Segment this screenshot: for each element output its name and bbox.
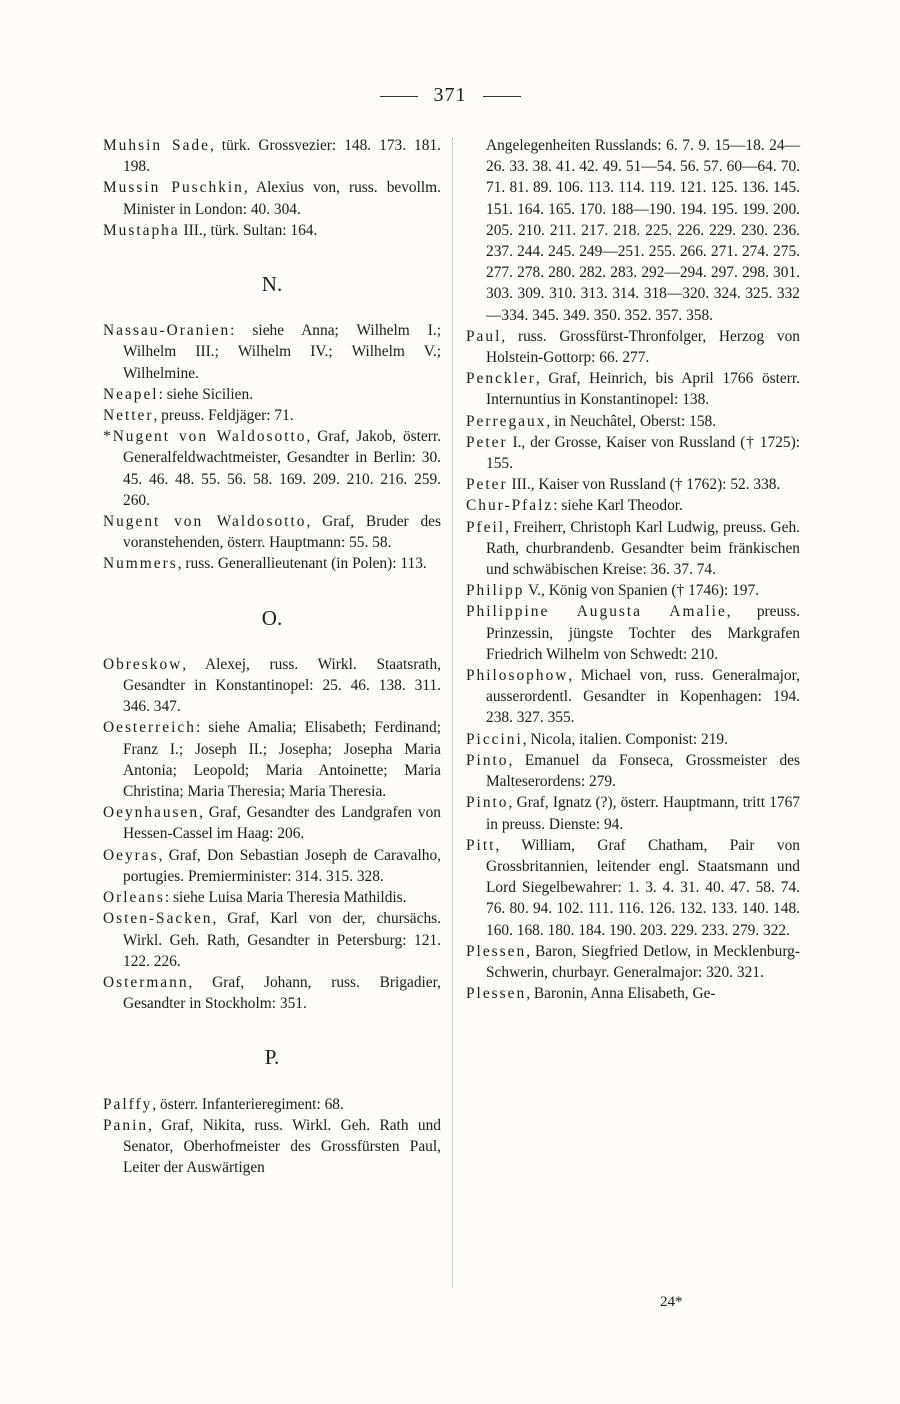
page-header — [0, 84, 900, 107]
entry-headword: Piccini — [466, 730, 523, 748]
index-entry — [466, 835, 800, 941]
entry-text: , William, Graf Chatham, Pair von Grossbritannien, leitender engl. Staatsmann und Lord Siegelbewahrer: 1. 3. 4. 31. 40. 47. 58. 74. 76. 80. 94. 102. 111. 116. 126. 132. 133. 140. 148. 160. 168. 180. 184. 190. 203. 229. 233. 279. 322. — [486, 836, 800, 939]
index-entry — [103, 717, 441, 802]
entry-text: , Baronin, Anna Elisabeth, Ge- — [526, 985, 716, 1003]
entry-headword: Plessen — [466, 942, 527, 960]
index-entry — [466, 792, 800, 834]
entry-text: , Alexius von, russ. bevollm. Minister in London: 40. 304. — [123, 179, 441, 218]
header-rule-right — [483, 96, 521, 97]
index-entry — [466, 601, 800, 665]
index-entry — [466, 750, 800, 792]
index-entry — [103, 177, 441, 219]
entry-text: , österr. Infanterieregiment: 68. — [152, 1095, 344, 1113]
index-entry — [466, 517, 800, 581]
entry-headword: Muhsin Sade — [103, 137, 210, 154]
index-entry — [466, 432, 800, 474]
index-entry — [103, 320, 441, 384]
entry-headword: Oesterreich — [103, 719, 196, 737]
entry-text: , russ. Grossfürst-Thronfolger, Herzog von Holstein-Gottorp: 66. 277. — [486, 327, 800, 367]
index-entry — [466, 941, 800, 983]
entry-text: , Graf, Heinrich, bis April 1766 österr. Internuntius in Konstantinopel: 138. — [486, 370, 800, 409]
entry-text: : siehe Sicilien. — [158, 385, 254, 403]
entry-text: , Graf, Jakob, österr. Generalfeldwachtmeister, Gesandter in Berlin: 30. 45. 46. 48. 55. 56. 58. 169. 209. 210. 216. 259. 260. — [123, 428, 442, 509]
entry-headword: Penckler — [466, 370, 536, 388]
entry-text: , russ. Generallieutenant (in Polen): 113. — [177, 555, 427, 573]
index-entry — [103, 654, 441, 718]
index-entry — [103, 1094, 441, 1115]
left-column — [103, 135, 441, 1178]
index-entry — [103, 802, 441, 844]
entry-headword: Neapel — [103, 385, 159, 403]
index-entry — [103, 405, 441, 426]
entry-headword: Pfeil — [466, 518, 506, 536]
entry-headword: Ostermann — [103, 973, 189, 991]
entry-text: , Alexej, russ. Wirkl. Staatsrath, Gesandter in Konstantinopel: 25. 46. 138. 311. 346. 347. — [123, 655, 441, 716]
entry-text: : siehe Luisa Maria Theresia Mathildis. — [164, 889, 407, 907]
entry-headword: Oeyras — [103, 846, 159, 864]
entry-text: , Freiherr, Christoph Karl Ludwig, preuss. Geh. Rath, churbrandenb. Gesandter beim fränkischen und schwäbischen Kreise: 36. 37. 74. — [486, 518, 800, 579]
entry-headword: Netter — [103, 407, 154, 425]
entry-headword: Pitt — [466, 836, 496, 854]
entry-headword: Philosophow — [466, 667, 569, 685]
entry-headword: Chur-Pfalz — [466, 497, 554, 515]
entry-headword: Oeynhausen — [103, 804, 200, 822]
section-letter: P. — [264, 1045, 280, 1070]
page-number: 371 — [433, 84, 467, 106]
index-entry — [466, 665, 800, 729]
index-entry — [103, 220, 441, 241]
index-entry — [466, 326, 800, 368]
index-entry — [466, 580, 800, 601]
index-entry — [466, 411, 800, 432]
entry-text: , Graf, Gesandter des Landgrafen von Hessen-Cassel im Haag: 206. — [123, 804, 441, 843]
entry-text: III., türk. Sultan: 164. — [179, 221, 318, 239]
index-entry — [466, 495, 800, 516]
entry-headword: *Nugent von Waldosotto — [103, 428, 307, 446]
section-letter: N. — [261, 272, 283, 297]
header-rule-left — [380, 96, 418, 97]
right-column — [466, 135, 800, 1004]
entry-headword: Paul — [466, 327, 502, 345]
entry-headword: Philipp — [466, 582, 525, 600]
entry-headword: Peter — [466, 476, 508, 494]
index-entry — [103, 511, 441, 553]
entry-text: , Graf, Nikita, russ. Wirkl. Geh. Rath und Senator, Oberhofmeister des Grossfürsten Paul, Leiter der Auswärtigen — [123, 1116, 441, 1177]
entry-headword: Philippine Augusta Amalie — [466, 603, 727, 621]
entry-text: , in Neuchâtel, Oberst: 158. — [546, 412, 717, 430]
entry-headword: Nummers — [103, 555, 178, 573]
entry-text: , Graf, Ignatz (?), österr. Hauptmann, tritt 1767 in preuss. Dienste: 94. — [486, 794, 800, 833]
entry-headword: Plessen — [466, 985, 527, 1003]
entry-headword: Peter — [466, 433, 508, 451]
entry-headword: Panin — [103, 1116, 149, 1134]
entry-text: , Baron, Siegfried Detlow, in Mecklenburg-Schwerin, churbayr. Generalmajor: 320. 321. — [486, 942, 800, 981]
index-entry — [466, 368, 800, 410]
index-entry — [466, 983, 800, 1004]
index-entry — [103, 1115, 441, 1179]
signature-mark: 24* — [660, 1294, 683, 1310]
entry-text: , Michael von, russ. Generalmajor, ausserordentl. Gesandter in Kopenhagen: 194. 238. 327. 355. — [486, 667, 800, 727]
entry-text: I., der Grosse, Kaiser von Russland († 1725): 155. — [486, 433, 800, 473]
entry-text: : siehe Karl Theodor. — [553, 497, 683, 515]
index-entry — [103, 384, 441, 405]
index-entry — [103, 426, 441, 511]
index-entry — [103, 887, 441, 908]
entry-text: , Graf, Karl von der, chursächs. Wirkl. Geh. Rath, Gesandter in Petersburg: 121. 122. 226. — [123, 910, 441, 970]
index-entry — [103, 972, 441, 1014]
entry-text: , preuss. Prinzessin, jüngste Tochter des Markgrafen Friedrich Wilhelm von Schwedt: 210. — [486, 603, 800, 663]
index-entry — [103, 908, 441, 972]
entry-text: , Graf, Johann, russ. Brigadier, Gesandter in Stockholm: 351. — [123, 973, 441, 1013]
index-entry — [466, 729, 800, 750]
entry-headword: Pinto — [466, 794, 509, 812]
entry-headword: Obreskow — [103, 655, 183, 673]
index-entry — [103, 845, 441, 887]
entry-headword: Mustapha — [103, 221, 180, 239]
entry-text: , Nicola, italien. Componist: 219. — [522, 730, 728, 748]
entry-headword: Palffy — [103, 1095, 153, 1113]
entry-headword: Nugent von Waldosotto — [103, 513, 307, 531]
entry-headword: Perregaux — [466, 412, 547, 430]
index-entry-continuation: Angelegenheiten Russlands: 6. 7. 9. 15—18. 24—26. 33. 38. 41. 42. 49. 51—54. 56. 57. 60—64. 70. 71. 81. 89. 106. 113. 114. 119. 121. 125. 136. 145. 151. 164. 165. 170. 188—190. 194. 195. 199. 200. 205. 210. 211. 217. 218. 225. 226. 229. 230. 236. 237. 244. 245. 249—251. 255. 266. 271. 274. 275. 277. 278. 280. 282. 283. 292—294. 297. 298. 301. 303. 309. 310. 313. 314. 318—320. 324. 325. 332—334. 345. 349. 350. 352. 357. 358. — [486, 137, 800, 324]
entry-text: : siehe Anna; Wilhelm I.; Wilhelm III.; Wilhelm IV.; Wilhelm V.; Wilhelmine. — [123, 322, 441, 382]
entry-headword: Osten-Sacken — [103, 910, 213, 928]
column-divider — [452, 138, 453, 1288]
entry-headword: Pinto — [466, 751, 509, 769]
entry-headword: Nassau-Oranien — [103, 322, 231, 340]
entry-headword: Orleans — [103, 889, 165, 907]
entry-text: , Graf, Bruder des voranstehenden, österr. Hauptmann: 55. 58. — [123, 513, 441, 552]
section-letter: O. — [261, 605, 283, 630]
entry-text: , Emanuel da Fonseca, Grossmeister des Malteserordens: 279. — [486, 751, 800, 791]
entry-text: : siehe Amalia; Elisabeth; Ferdinand; Franz I.; Joseph II.; Josepha; Josepha Maria Antonia; Leopold; Maria Antoinette; Maria Christina; Maria Theresia; Maria Theresia. — [123, 719, 441, 801]
entry-text: , preuss. Feldjäger: 71. — [153, 407, 294, 425]
entry-text: III., Kaiser von Russland († 1762): 52. 338. — [507, 476, 781, 494]
index-entry — [466, 474, 800, 495]
entry-text: , türk. Grossvezier: 148. 173. 181. 198. — [123, 137, 441, 176]
entry-headword: Mussin Puschkin — [103, 179, 244, 197]
index-entry — [103, 135, 441, 177]
entry-text: V., König von Spanien († 1746): 197. — [524, 582, 760, 600]
entry-text: , Graf, Don Sebastian Joseph de Caravalho, portugies. Premierminister: 314. 315. 328. — [123, 846, 441, 885]
index-entry — [103, 553, 441, 574]
